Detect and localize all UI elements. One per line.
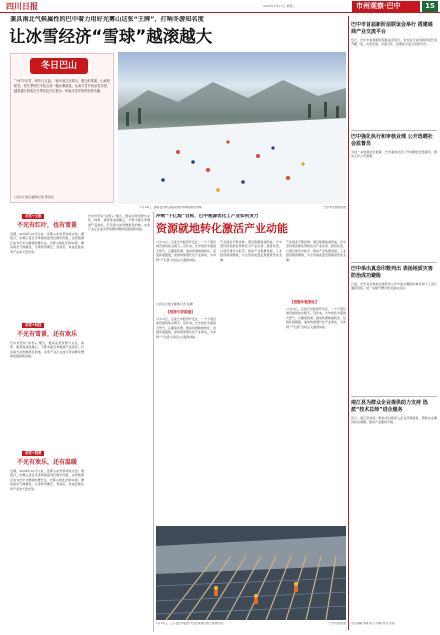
photo2-caption: 1月15日，工人在巴中经济开发区某项目施工现场作业。 — [156, 622, 226, 625]
construction-photo — [156, 526, 346, 620]
newspaper-logo: 四川日报 — [6, 1, 38, 11]
photo2-credit: 巴中日报供图 — [329, 622, 346, 625]
issue-meta: 2025年1月21日 星期二 — [263, 4, 296, 8]
editor-line: 责任编辑 黄维 版式 李鹏 校对 吴娟 — [351, 622, 395, 625]
col1-text-b: 巴中市坚持“冰雪+”理念，推动冰雪资源与文化、体育、康养等深度融合，不断丰富冬季旅游产品供给，打造南方冰雪旅游目的地。冰雪产业正在成为带动群众增收致富的新动能。 — [10, 341, 84, 359]
story2-text-c: 产业链条不断延伸，项目集群加速形成。巴中坚持把资源优势转化为产业优势、经济优势，以项目建设为抓手，推动产业集群发展，工业经济提质增效，为全市高质量发展提供坚实支撑。 — [220, 240, 282, 262]
col1-text: 近期，2024年12月以来，光雾山冰雪季持续火热。据统计，光雾山景区冬季游客量同比增长明显，冰雪旅游正成为巴中文旅新的增长点。光雾山地处北纬32度，兼具南北气候属性，冬季积雪期长，雪质好，具备发展冰雪产业的天然优势。 — [10, 232, 84, 254]
story2-sub2: 【延链补链强化】 — [290, 300, 319, 304]
sidebar-title-4: 南江县为群众企业提供助力支持 选派“技术总师”进企服务 — [351, 400, 428, 413]
main-kicker: 兼具南北气候属性的巴中着力用好光雾山这张“王牌”，打响冬游知名度 — [10, 16, 204, 23]
story2-headline: 资源就地转化激活产业动能 — [156, 222, 288, 235]
sidebar-title-2: 巴中强化执行和审核业理 公开选聘社会监督员 — [351, 134, 433, 147]
section-name: 市州观察·巴中 — [356, 2, 401, 10]
story2-kicker: 冲刺“千亿级”目标，巴中税源优化工产业如何发力 — [156, 214, 259, 219]
page-number: 15 — [422, 1, 438, 12]
sidebar-text-2: 为进一步加强社会监督，巴中面向社会公开选聘社会监督员，推动工作公开透明。 — [351, 150, 437, 159]
inset-title: 冬日巴山 — [40, 61, 77, 71]
col-divider — [153, 212, 154, 632]
col1-text-c: 近期，2024年12月以来，光雾山冰雪季持续火热。据统计，光雾山景区冬季游客量同比增长明显，冰雪旅游正成为巴中文旅新的增长点。光雾山地处北纬32度，兼具南北气候属性，冬季积雪期长，雪质好，具备发展冰雪产业的天然优势。 — [10, 469, 84, 491]
sidebar-text-3: 日前，巴中对在地质灾害防治工作中成功避险的单位和个人进行通报表扬，进一步提升群众防灾减灾意识。 — [351, 282, 437, 291]
sec3-label: 冰雪+消费 — [22, 451, 44, 456]
col2-text: 巴中市坚持“冰雪+”理念，推动冰雪资源与文化、体育、康养等深度融合，不断丰富冬季旅游产品供给，打造南方冰雪旅游目的地。冰雪产业正在成为带动群众增收致富的新动能。 — [88, 214, 150, 232]
sec3-title: 不光有欢乐，还有温暖 — [16, 459, 77, 466]
inset-text: “小时不识雪，呼作白玉盘。”驱车前往光雾山，路边的雾凇、山间的积雪，将冬季的巴中装点成一幅水墨画卷。从南方雪乡到冰雪乐园，越来越多游客在冬季奔赴巴山蜀水，体验冰雪带来的别样乐趣。 — [14, 79, 110, 94]
sec2-label: 冰雪+科技 — [22, 323, 44, 328]
main-headline: 让冰雪经济“雪球”越滚越大 — [9, 27, 213, 46]
sec1-label: 冰雪+文旅 — [22, 214, 44, 219]
masthead-bar — [0, 0, 440, 13]
sec1-title: 不光有红叶，也有雪景 — [16, 222, 77, 229]
sec2-title: 不光有雪景，还有欢乐 — [16, 331, 77, 338]
sidebar-text-4: 近日，南江县选派一批技术总师深入企业开展服务，帮助企业解决技术难题，推动产业提档升级。 — [351, 416, 437, 425]
sidebar-rule-2 — [351, 262, 437, 263]
sidebar-rule-1 — [351, 130, 437, 131]
story2-byline: □四川日报全媒体记者 张晓 — [156, 302, 193, 306]
sidebar-divider — [348, 16, 349, 630]
sidebar-rule-3 — [351, 396, 437, 397]
inset-byline: □四川日报全媒体记者 周洪双 — [14, 195, 54, 199]
photo1-caption: 1月14日，游客在光雾山国际滑雪场体验滑雪乐趣。 — [140, 206, 205, 209]
story2-text-e: 1月15日，走进巴中经济开发区，一个个项目建设现场热火朝天。近年来，巴中依托丰富的天然气、石墨等资源，推动资源就地转化，延链补链强链，加快构建现代化产业体系，为冲刺“千亿级”目标注入强劲动能。 — [286, 307, 346, 329]
story2-text-b: 1月15日，走进巴中经济开发区，一个个项目建设现场热火朝天。近年来，巴中依托丰富的天然气、石墨等资源，推动资源就地转化，延链补链强链，加快构建现代化产业体系，为冲刺“千亿级”目标注入强劲动能。 — [156, 317, 216, 339]
photo1-credit: 巴中市文旅局供图 — [323, 206, 346, 209]
ski-slope-photo — [118, 52, 346, 204]
sidebar-title-1: 巴中市首届新阶层联谊会举行 搭建通商产业交流平台 — [351, 22, 433, 35]
sidebar-text-1: 近日，巴中市首届新阶层联谊会举行，来自各行业的新阶层代表齐聚一堂，共话发展、共谋合作，搭建起交流互动的平台。 — [351, 38, 437, 47]
story2-text-a: 1月15日，走进巴中经济开发区，一个个项目建设现场热火朝天。近年来，巴中依托丰富的天然气、石墨等资源，推动资源就地转化，延链补链强链，加快构建现代化产业体系，为冲刺“千亿级”目标注入强劲动能。 — [156, 240, 216, 262]
sidebar-title-3: 巴中举出真念印数列出 表扬地质灾害防治成功避险 — [351, 266, 433, 279]
story2-text-d: 产业链条不断延伸，项目集群加速形成。巴中坚持把资源优势转化为产业优势、经济优势，以项目建设为抓手，推动产业集群发展，工业经济提质增效，为全市高质量发展提供坚实支撑。 — [286, 240, 346, 262]
story2-sub1: 【招商引资提速】 — [166, 310, 195, 314]
